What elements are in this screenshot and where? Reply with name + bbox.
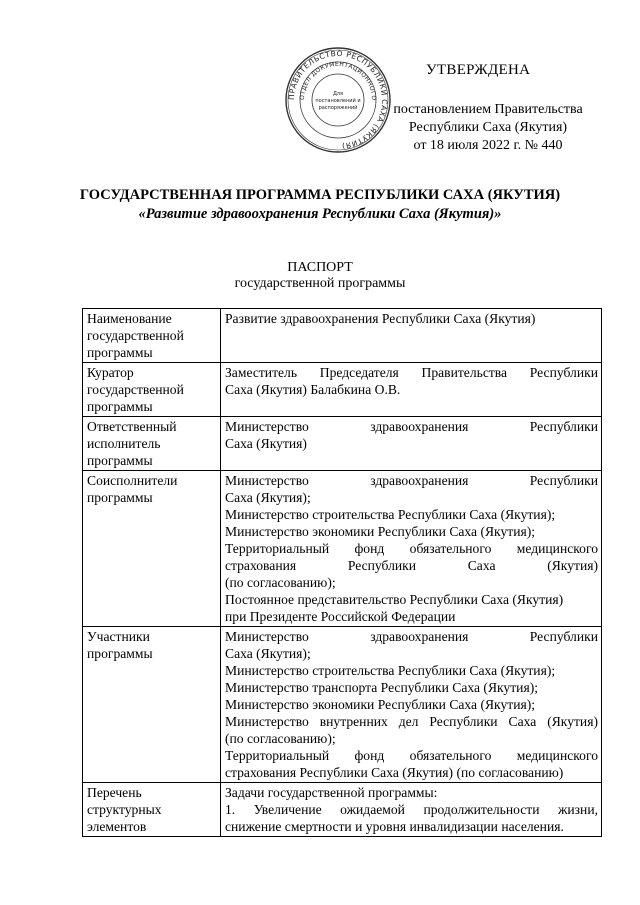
row-label-cell: [83, 627, 221, 783]
row-value-line: Территориальный фонд обязательного медицинского: [225, 541, 598, 556]
row-value-line: (по согласованию);: [225, 575, 336, 590]
table-row: [83, 363, 602, 417]
row-label-cell: [83, 471, 221, 627]
row-value-line: Министерство здравоохранения Республики: [225, 419, 598, 434]
row-value-cell: [221, 627, 602, 783]
table-row: [83, 627, 602, 783]
row-value-cell: [221, 417, 602, 471]
row-label-line: государственной: [87, 382, 184, 397]
row-label-line: программы: [87, 399, 153, 414]
row-value-cell: [221, 309, 602, 363]
row-value-line: снижение смертности и уровня инвалидизации населения.: [225, 819, 564, 834]
program-title: ГОСУДАРСТВЕННАЯ ПРОГРАММА РЕСПУБЛИКИ САХА (ЯКУТИЯ): [79, 187, 561, 203]
passport-table-body: [83, 309, 602, 837]
row-value-line: 1. Увеличение ожидаемой продолжительности жизни,: [225, 802, 598, 817]
row-label-line: государственной: [87, 328, 184, 343]
program-subtitle: «Развитие здравоохранения Республики Саха (Якутия)»: [138, 206, 502, 222]
decree-date-line: от 18 июля 2022 г. № 440: [413, 138, 563, 153]
row-value-line: Развитие здравоохранения Республики Саха (Якутия): [225, 311, 536, 326]
row-value-line: Министерство внутренних дел Республики Саха (Якутия): [225, 714, 598, 729]
row-value-line: страхования Республики Саха (Якутия): [225, 558, 598, 573]
stamp-inner-text: ОТДЕЛ ДОКУМЕНТАЦИОННОГО: [298, 60, 378, 101]
decree-line-2: Республики Саха (Якутия): [408, 120, 568, 135]
row-value-line: Постоянное представительство Республики Саха (Якутия): [225, 592, 564, 607]
row-value-cell: [221, 363, 602, 417]
row-value-line: Саха (Якутия): [225, 436, 307, 451]
row-value-line: Министерство строительства Республики Саха (Якутия);: [225, 663, 556, 678]
passport-heading: ПАСПОРТ: [287, 260, 353, 275]
row-value-line: при Президенте Российской Федерации: [225, 609, 456, 624]
decree-reference: [370, 101, 606, 155]
row-value-cell: [221, 471, 602, 627]
row-label-line: Соисполнители: [87, 473, 178, 488]
row-label-line: Участники: [87, 629, 150, 644]
row-value-line: Саха (Якутия);: [225, 490, 311, 505]
decree-line-1: постановлением Правительства: [393, 102, 583, 117]
row-label-line: Ответственный: [87, 419, 177, 434]
table-row: [83, 417, 602, 471]
row-label-line: Перечень: [87, 785, 142, 800]
row-label-cell: [83, 417, 221, 471]
stamp-center-line-2: постановлений и: [315, 98, 361, 104]
row-value-line: Министерство транспорта Республики Саха (Якутия);: [225, 680, 539, 695]
row-value-line: Министерство экономики Республики Саха (Якутия);: [225, 697, 536, 712]
row-value-line: Задачи государственной программы:: [225, 785, 438, 800]
row-value-cell: [221, 783, 602, 837]
row-label-cell: [83, 783, 221, 837]
row-value-line: Территориальный фонд обязательного медицинского: [225, 748, 598, 763]
row-value-line: Заместитель Председателя Правительства Республики: [225, 365, 598, 380]
row-value-line: страхования Республики Саха (Якутия) (по согласованию): [225, 765, 564, 780]
row-label-cell: [83, 363, 221, 417]
row-label-line: структурных: [87, 802, 162, 817]
row-label-line: элементов: [87, 819, 147, 834]
stamp-outer-text: ПРАВИТЕЛЬСТВО РЕСПУБЛИКИ САХА (ЯКУТИЯ): [286, 48, 390, 151]
row-value-line: Саха (Якутия) Балабкина О.В.: [225, 382, 401, 397]
row-value-line: Министерство строительства Республики Саха (Якутия);: [225, 507, 556, 522]
table-row: [83, 783, 602, 837]
approved-label: УТВЕРЖДЕНА: [426, 62, 531, 78]
row-value-line: (по согласованию);: [225, 731, 336, 746]
row-value-line: Министерство экономики Республики Саха (Якутия);: [225, 524, 536, 539]
passport-table: [82, 308, 602, 837]
row-label-line: Куратор: [87, 365, 134, 380]
program-title-block: [40, 186, 600, 224]
row-value-line: Министерство здравоохранения Республики: [225, 629, 598, 644]
row-label-line: исполнитель: [87, 436, 161, 451]
stamp-center-line-1: Для: [332, 91, 344, 97]
stamp-center-line-3: распоряжений: [318, 105, 358, 111]
row-value-line: Саха (Якутия);: [225, 646, 311, 661]
row-label-line: программы: [87, 490, 153, 505]
row-label-line: программы: [87, 345, 153, 360]
row-label-line: программы: [87, 646, 153, 661]
table-row: [83, 471, 602, 627]
passport-subheading: государственной программы: [234, 276, 406, 291]
passport-heading-block: [40, 260, 600, 292]
row-label-cell: [83, 309, 221, 363]
row-label-line: программы: [87, 453, 153, 468]
table-row: [83, 309, 602, 363]
row-value-line: Министерство здравоохранения Республики: [225, 473, 598, 488]
row-label-line: Наименование: [87, 311, 172, 326]
